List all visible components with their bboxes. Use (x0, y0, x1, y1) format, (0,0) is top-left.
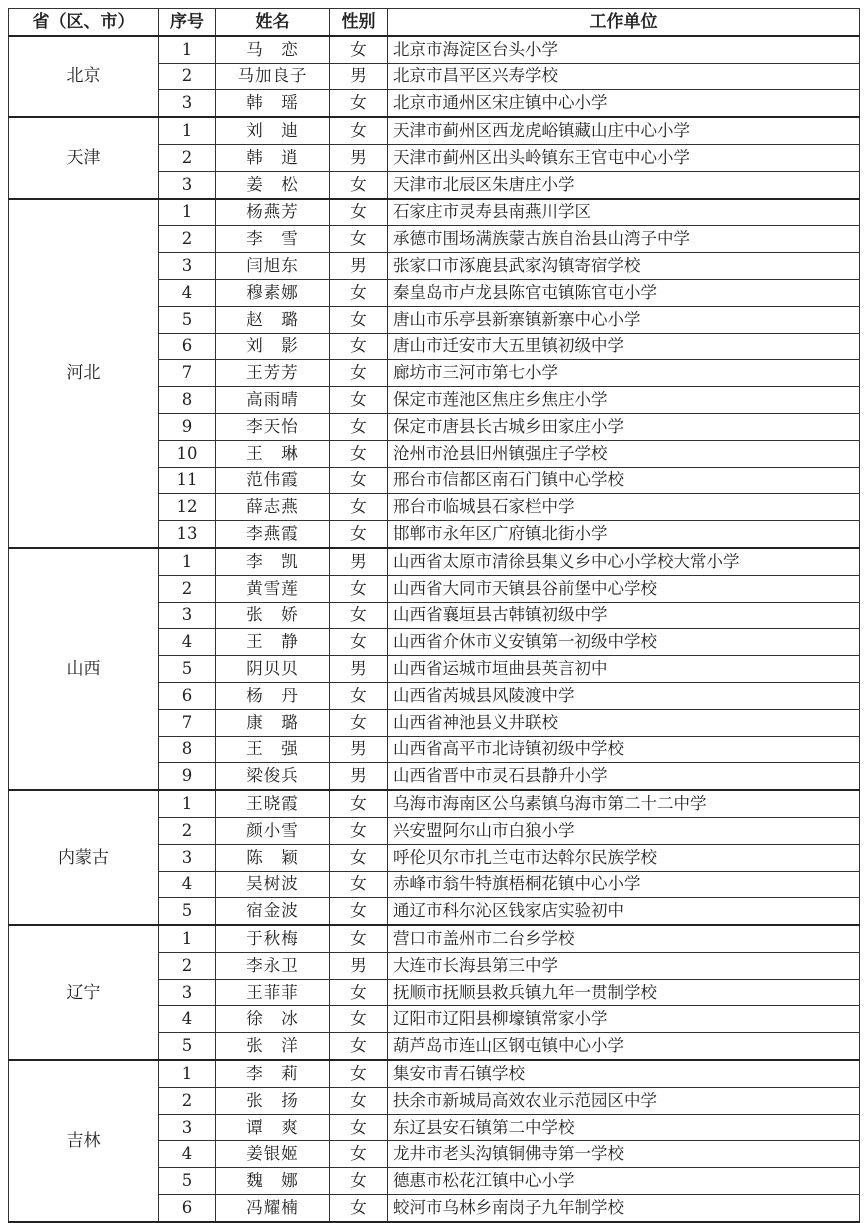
gender: 女 (330, 1087, 388, 1114)
person-name: 张 娇 (216, 602, 330, 629)
person-name: 王 强 (216, 736, 330, 763)
work-unit: 葫芦岛市连山区钢屯镇中心小学 (388, 1033, 860, 1060)
row-number: 6 (159, 682, 216, 709)
region-cell: 北京 (9, 36, 159, 117)
row-number: 13 (159, 521, 216, 548)
row-number: 2 (159, 817, 216, 844)
person-name: 李 雪 (216, 226, 330, 253)
work-unit: 蛟河市乌林乡南岗子九年制学校 (388, 1195, 860, 1222)
work-unit: 保定市唐县长古城乡田家庄小学 (388, 413, 860, 440)
gender: 女 (330, 521, 388, 548)
person-name: 张 洋 (216, 1033, 330, 1060)
gender: 女 (330, 575, 388, 602)
row-number: 1 (159, 36, 216, 63)
work-unit: 北京市昌平区兴寿学校 (388, 63, 860, 90)
person-name: 陈 颖 (216, 844, 330, 871)
gender: 女 (330, 333, 388, 360)
person-name: 谭 爽 (216, 1114, 330, 1141)
gender: 女 (330, 1141, 388, 1168)
header-work-unit: 工作单位 (388, 9, 860, 36)
work-unit: 呼伦贝尔市扎兰屯市达斡尔民族学校 (388, 844, 860, 871)
gender: 女 (330, 306, 388, 333)
table-row (9, 36, 860, 63)
work-unit: 秦皇岛市卢龙县陈官屯镇陈官屯小学 (388, 279, 860, 306)
row-number: 4 (159, 629, 216, 656)
gender: 女 (330, 925, 388, 952)
table-row (9, 548, 860, 575)
region-cell: 内蒙古 (9, 790, 159, 925)
gender: 女 (330, 117, 388, 144)
gender: 男 (330, 63, 388, 90)
row-number: 1 (159, 199, 216, 226)
work-unit: 邢台市临城县石家栏中学 (388, 494, 860, 521)
gender: 女 (330, 279, 388, 306)
gender: 女 (330, 199, 388, 226)
row-number: 5 (159, 306, 216, 333)
row-number: 4 (159, 871, 216, 898)
gender: 女 (330, 790, 388, 817)
row-number: 2 (159, 63, 216, 90)
gender: 女 (330, 1168, 388, 1195)
work-unit: 营口市盖州市二台乡学校 (388, 925, 860, 952)
gender: 女 (330, 682, 388, 709)
work-unit: 辽阳市辽阳县柳壕镇常家小学 (388, 1006, 860, 1033)
gender: 女 (330, 360, 388, 387)
person-name: 康 璐 (216, 709, 330, 736)
work-unit: 邢台市信都区南石门镇中心学校 (388, 467, 860, 494)
row-number: 6 (159, 1195, 216, 1222)
person-name: 王菲菲 (216, 979, 330, 1006)
work-unit: 北京市海淀区台头小学 (388, 36, 860, 63)
gender: 女 (330, 171, 388, 198)
work-unit: 通辽市科尔沁区钱家店实验初中 (388, 898, 860, 925)
work-unit: 天津市蓟州区出头岭镇东王官屯中心小学 (388, 144, 860, 171)
table-row (9, 199, 860, 226)
row-number: 3 (159, 1114, 216, 1141)
work-unit: 赤峰市翁牛特旗梧桐花镇中心小学 (388, 871, 860, 898)
row-number: 3 (159, 253, 216, 280)
work-unit: 廊坊市三河市第七小学 (388, 360, 860, 387)
person-name: 冯耀楠 (216, 1195, 330, 1222)
gender: 男 (330, 548, 388, 575)
work-unit: 沧州市沧县旧州镇强庄子学校 (388, 440, 860, 467)
row-number: 4 (159, 1006, 216, 1033)
work-unit: 北京市通州区宋庄镇中心小学 (388, 90, 860, 117)
work-unit: 山西省芮城县风陵渡中学 (388, 682, 860, 709)
person-name: 于秋梅 (216, 925, 330, 952)
header-name: 姓名 (216, 9, 330, 36)
person-name: 魏 娜 (216, 1168, 330, 1195)
row-number: 5 (159, 656, 216, 683)
row-number: 5 (159, 1033, 216, 1060)
row-number: 6 (159, 333, 216, 360)
row-number: 5 (159, 1168, 216, 1195)
work-unit: 兴安盟阿尔山市白狼小学 (388, 817, 860, 844)
gender: 女 (330, 226, 388, 253)
work-unit: 山西省神池县义井联校 (388, 709, 860, 736)
work-unit: 山西省晋中市灵石县静升小学 (388, 763, 860, 790)
work-unit: 集安市青石镇学校 (388, 1060, 860, 1087)
row-number: 3 (159, 602, 216, 629)
row-number: 4 (159, 279, 216, 306)
gender: 女 (330, 494, 388, 521)
region-cell: 天津 (9, 117, 159, 198)
table-row (9, 790, 860, 817)
work-unit: 大连市长海县第三中学 (388, 952, 860, 979)
row-number: 3 (159, 171, 216, 198)
person-name: 范伟霞 (216, 467, 330, 494)
gender: 女 (330, 90, 388, 117)
person-name: 杨 丹 (216, 682, 330, 709)
region-cell: 河北 (9, 199, 159, 548)
gender: 女 (330, 1006, 388, 1033)
person-name: 张 扬 (216, 1087, 330, 1114)
row-number: 3 (159, 844, 216, 871)
person-name: 薛志燕 (216, 494, 330, 521)
person-name: 李永卫 (216, 952, 330, 979)
table-row (9, 925, 860, 952)
row-number: 2 (159, 226, 216, 253)
person-name: 李 莉 (216, 1060, 330, 1087)
gender: 女 (330, 979, 388, 1006)
row-number: 2 (159, 1087, 216, 1114)
work-unit: 山西省大同市天镇县谷前堡中心学校 (388, 575, 860, 602)
person-name: 刘 影 (216, 333, 330, 360)
person-name: 刘 迪 (216, 117, 330, 144)
work-unit: 唐山市乐亭县新寨镇新寨中心小学 (388, 306, 860, 333)
person-name: 阴贝贝 (216, 656, 330, 683)
row-number: 1 (159, 117, 216, 144)
gender: 女 (330, 844, 388, 871)
gender: 女 (330, 1114, 388, 1141)
person-name: 王芳芳 (216, 360, 330, 387)
region-cell: 吉林 (9, 1060, 159, 1222)
gender: 女 (330, 1033, 388, 1060)
person-name: 徐 冰 (216, 1006, 330, 1033)
teacher-list-table (8, 8, 860, 1223)
gender: 女 (330, 709, 388, 736)
gender: 女 (330, 36, 388, 63)
person-name: 姜 松 (216, 171, 330, 198)
gender: 女 (330, 1060, 388, 1087)
region-cell: 山西 (9, 548, 159, 790)
work-unit: 保定市莲池区焦庄乡焦庄小学 (388, 387, 860, 414)
table-body (9, 36, 860, 1222)
row-number: 8 (159, 736, 216, 763)
work-unit: 山西省运城市垣曲县英言初中 (388, 656, 860, 683)
row-number: 4 (159, 1141, 216, 1168)
work-unit: 山西省高平市北诗镇初级中学校 (388, 736, 860, 763)
row-number: 10 (159, 440, 216, 467)
row-number: 8 (159, 387, 216, 414)
table-row (9, 117, 860, 144)
work-unit: 邯郸市永年区广府镇北街小学 (388, 521, 860, 548)
table-row (9, 1060, 860, 1087)
row-number: 9 (159, 763, 216, 790)
work-unit: 德惠市松花江镇中心小学 (388, 1168, 860, 1195)
person-name: 韩 瑶 (216, 90, 330, 117)
work-unit: 张家口市涿鹿县武家沟镇寄宿学校 (388, 253, 860, 280)
gender: 女 (330, 467, 388, 494)
person-name: 李 凯 (216, 548, 330, 575)
region-cell: 辽宁 (9, 925, 159, 1060)
gender: 女 (330, 871, 388, 898)
gender: 女 (330, 898, 388, 925)
row-number: 12 (159, 494, 216, 521)
work-unit: 天津市蓟州区西龙虎峪镇藏山庄中心小学 (388, 117, 860, 144)
work-unit: 东辽县安石镇第二中学校 (388, 1114, 860, 1141)
person-name: 吴树波 (216, 871, 330, 898)
gender: 女 (330, 602, 388, 629)
person-name: 韩 逍 (216, 144, 330, 171)
row-number: 1 (159, 1060, 216, 1087)
row-number: 9 (159, 413, 216, 440)
table-header (9, 9, 860, 36)
work-unit: 扶余市新城局高效农业示范园区中学 (388, 1087, 860, 1114)
gender: 女 (330, 629, 388, 656)
gender: 女 (330, 387, 388, 414)
person-name: 王 琳 (216, 440, 330, 467)
row-number: 2 (159, 575, 216, 602)
gender: 男 (330, 952, 388, 979)
person-name: 李天怡 (216, 413, 330, 440)
person-name: 马加良子 (216, 63, 330, 90)
header-row (9, 9, 860, 36)
person-name: 赵 璐 (216, 306, 330, 333)
work-unit: 抚顺市抚顺县救兵镇九年一贯制学校 (388, 979, 860, 1006)
row-number: 3 (159, 90, 216, 117)
person-name: 杨燕芳 (216, 199, 330, 226)
row-number: 1 (159, 925, 216, 952)
header-region: 省（区、市） (9, 9, 159, 36)
person-name: 穆素娜 (216, 279, 330, 306)
row-number: 3 (159, 979, 216, 1006)
gender: 男 (330, 763, 388, 790)
person-name: 黄雪莲 (216, 575, 330, 602)
person-name: 宿金波 (216, 898, 330, 925)
work-unit: 山西省太原市清徐县集义乡中心小学校大常小学 (388, 548, 860, 575)
person-name: 王 静 (216, 629, 330, 656)
work-unit: 龙井市老头沟镇铜佛寺第一学校 (388, 1141, 860, 1168)
header-gender: 性别 (330, 9, 388, 36)
header-number: 序号 (159, 9, 216, 36)
person-name: 梁俊兵 (216, 763, 330, 790)
row-number: 11 (159, 467, 216, 494)
person-name: 王晓霞 (216, 790, 330, 817)
gender: 女 (330, 413, 388, 440)
gender: 女 (330, 817, 388, 844)
person-name: 高雨晴 (216, 387, 330, 414)
gender: 男 (330, 736, 388, 763)
row-number: 2 (159, 144, 216, 171)
work-unit: 山西省襄垣县古韩镇初级中学 (388, 602, 860, 629)
work-unit: 天津市北辰区朱唐庄小学 (388, 171, 860, 198)
row-number: 2 (159, 952, 216, 979)
gender: 女 (330, 1195, 388, 1222)
row-number: 1 (159, 548, 216, 575)
work-unit: 山西省介休市义安镇第一初级中学校 (388, 629, 860, 656)
person-name: 闫旭东 (216, 253, 330, 280)
work-unit: 石家庄市灵寿县南燕川学区 (388, 199, 860, 226)
person-name: 李燕霞 (216, 521, 330, 548)
row-number: 5 (159, 898, 216, 925)
gender: 男 (330, 253, 388, 280)
row-number: 1 (159, 790, 216, 817)
gender: 男 (330, 144, 388, 171)
work-unit: 唐山市迁安市大五里镇初级中学 (388, 333, 860, 360)
work-unit: 乌海市海南区公乌素镇乌海市第二十二中学 (388, 790, 860, 817)
gender: 男 (330, 656, 388, 683)
person-name: 马 恋 (216, 36, 330, 63)
work-unit: 承德市围场满族蒙古族自治县山湾子中学 (388, 226, 860, 253)
person-name: 姜银姬 (216, 1141, 330, 1168)
row-number: 7 (159, 360, 216, 387)
gender: 女 (330, 440, 388, 467)
row-number: 7 (159, 709, 216, 736)
person-name: 颜小雪 (216, 817, 330, 844)
